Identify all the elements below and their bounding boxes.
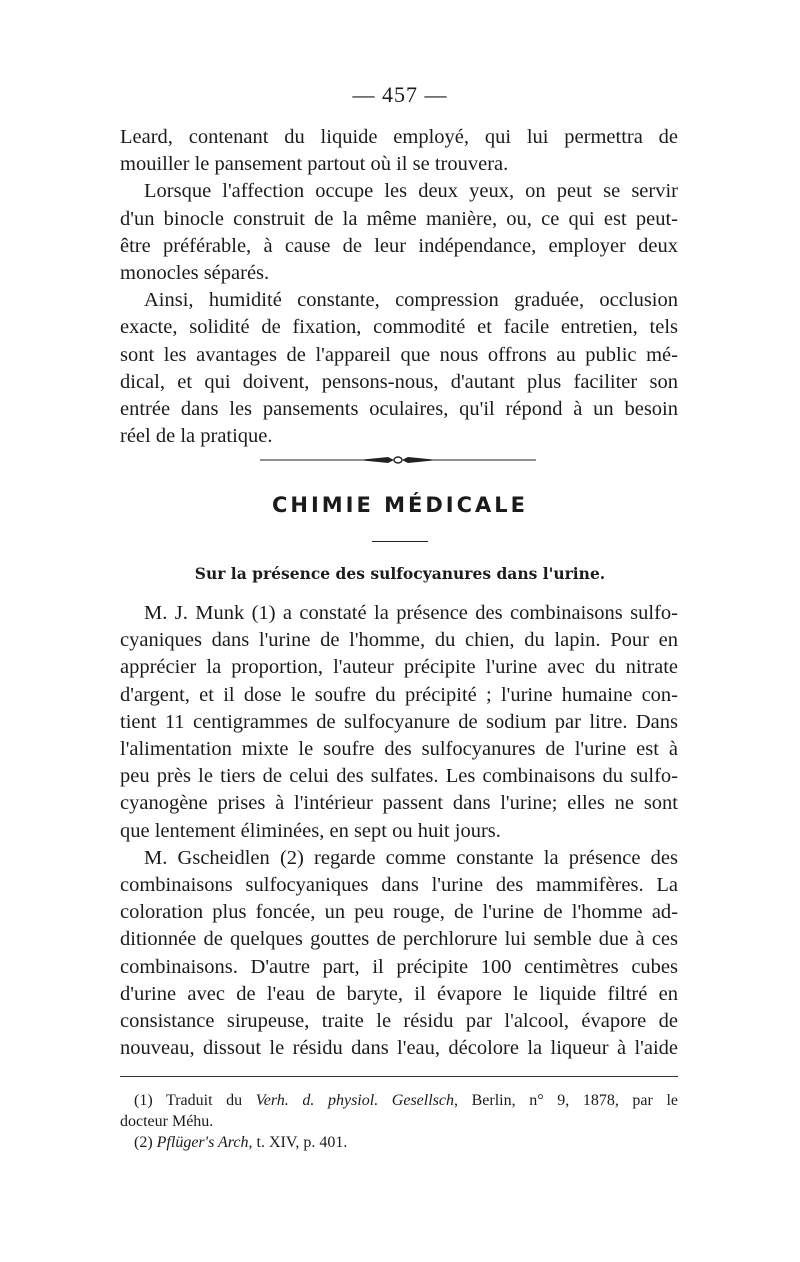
text-line: monocles séparés. xyxy=(120,262,270,285)
text-line: Leard, contenant du liquide employé, qui lui permettra de xyxy=(120,126,678,148)
text-line: consistance sirupeuse, traite le résidu par l'alcool, évapore de xyxy=(120,1010,678,1033)
footnote-separator xyxy=(120,1076,678,1077)
text-line: exacte, solidité de fixation, commodité et facile entretien, tels xyxy=(120,316,678,339)
paragraph xyxy=(120,178,678,287)
section-ornament-divider xyxy=(258,452,538,468)
paragraph xyxy=(120,600,678,845)
text-line: combinaisons. D'autre part, il précipite 100 centimètres cubes xyxy=(120,955,678,978)
footnote-1-continuation: docteur Méhu. xyxy=(120,1113,214,1130)
text-line: d'urine avec de l'eau de baryte, il évapore le liquide filtré en xyxy=(120,982,678,1005)
text-line: peu près le tiers de celui des sulfates. Les combinaisons du sulfo- xyxy=(120,765,678,788)
body-text-main xyxy=(120,600,678,1062)
footnote-journal: Pflüger's Arch xyxy=(156,1134,249,1151)
text-line: apprécier la proportion, l'auteur précipite l'urine avec du nitrate xyxy=(120,656,678,679)
text-line: Ainsi, humidité constante, compression graduée, occlusion xyxy=(144,289,678,312)
text-line: M. J. Munk (1) a constaté la présence des combinaisons sulfo- xyxy=(144,602,678,624)
body-text-top xyxy=(120,124,678,450)
paragraph xyxy=(120,124,678,178)
paragraph xyxy=(120,845,678,1063)
section-title: CHIMIE MÉDICALE xyxy=(271,493,529,517)
text-line: coloration plus foncée, un peu rouge, de l'urine de l'homme ad- xyxy=(120,901,678,924)
text-line: d'argent, et il dose le soufre du précipité ; l'urine humaine con- xyxy=(120,683,678,706)
footnotes xyxy=(120,1090,679,1153)
text-line: être préférable, à cause de leur indépendance, employer deux xyxy=(120,234,678,257)
footnote-2 xyxy=(134,1132,678,1153)
footnote-journal: Verh. d. physiol. Gesellsch xyxy=(255,1092,455,1109)
footnote-text: , Berlin, n° 9, 1878, par le xyxy=(454,1092,679,1109)
paragraph xyxy=(120,287,678,450)
page-number: — 457 — xyxy=(352,82,448,107)
footnote-1 xyxy=(134,1090,678,1111)
text-line: entrée dans les pansements oculaires, qu'il répond à un besoin xyxy=(120,398,678,421)
footnote-text: , t. XIV, p. 401. xyxy=(248,1134,348,1151)
title-rule xyxy=(372,541,428,542)
text-line: tient 11 centigrammes de sulfocyanure de sodium par litre. Dans xyxy=(120,710,678,733)
text-line: réel de la pratique. xyxy=(120,425,273,448)
text-line: mouiller le pansement partout où il se trouvera. xyxy=(120,153,509,176)
text-line: nouveau, dissout le résidu dans l'eau, décolore la liqueur à l'aide xyxy=(120,1037,678,1060)
text-line: que lentement éliminées, en sept ou huit jours. xyxy=(120,819,501,842)
text-line: ditionnée de quelques gouttes de perchlorure lui semble due à ces xyxy=(120,928,678,951)
footnote-marker: (1) xyxy=(134,1092,153,1109)
text-line: combinaisons sulfocyaniques dans l'urine des mammifères. La xyxy=(120,874,678,897)
text-line: cyanogène prises à l'intérieur passent dans l'urine; elles ne sont xyxy=(120,792,678,815)
article-subheading: Sur la présence des sulfocyanures dans l'urine. xyxy=(194,564,606,583)
text-line: d'un binocle construit de la même manière, ou, ce qui est peut- xyxy=(120,207,678,230)
footnote-text: Traduit du xyxy=(165,1092,243,1109)
text-line: sont les avantages de l'appareil que nous offrons au public mé- xyxy=(120,343,678,366)
text-line: cyaniques dans l'urine de l'homme, du chien, du lapin. Pour en xyxy=(120,629,678,652)
text-line: dical, et qui doivent, pensons-nous, d'autant plus faciliter son xyxy=(120,370,678,393)
text-line: Lorsque l'affection occupe les deux yeux, on peut se servir xyxy=(144,180,678,203)
text-line: l'alimentation mixte le soufre des sulfocyanures de l'urine est à xyxy=(120,738,678,761)
footnote-marker: (2) xyxy=(134,1134,153,1151)
text-line: M. Gscheidlen (2) regarde comme constante la présence des xyxy=(144,846,678,869)
